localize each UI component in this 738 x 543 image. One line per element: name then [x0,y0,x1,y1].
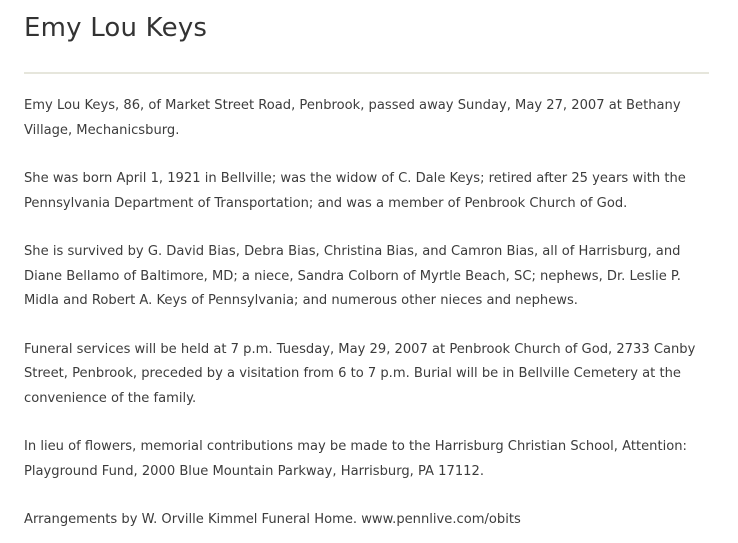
page-title: Emy Lou Keys [24,13,208,43]
paragraph-funeral-services: Funeral services will be held at 7 p.m. Tuesday, May 29, 2007 at Penbrook Church of God, 2733 Canby Street, Penbrook, preceded by a visitation from 6 to 7 p.m. Burial will be in Bellville Cemetery at the convenience of the family. [24,341,696,406]
paragraph-memorial-contributions: In lieu of flowers, memorial contributions may be made to the Harrisburg Christian School, Attention: Playground Fund, 2000 Blue Mountain Parkway, Harrisburg, PA 17112. [24,439,687,479]
obituary-body [24,94,714,533]
paragraph-survivors: She is survived by G. David Bias, Debra Bias, Christina Bias, and Camron Bias, all of Harrisburg, and Diane Bellamo of Baltimore, MD; a niece, Sandra Colborn of Myrtle Beach, SC; nephews, Dr. Leslie P. Midla and Robert A. Keys of Pennsylvania; and numerous other nieces and nephews. [24,244,681,308]
title-divider [24,72,709,74]
paragraph-death-notice: Emy Lou Keys, 86, of Market Street Road, Penbrook, passed away Sunday, May 27, 2007 at Bethany Village, Mechanicsburg. [24,98,681,138]
paragraph-biography: She was born April 1, 1921 in Bellville; was the widow of C. Dale Keys; retired after 25 years with the Pennsylvania Department of Transportation; and was a member of Penbrook Church of God. [24,171,686,211]
paragraph-arrangements: Arrangements by W. Orville Kimmel Funeral Home. www.pennlive.com/obits [24,512,521,527]
